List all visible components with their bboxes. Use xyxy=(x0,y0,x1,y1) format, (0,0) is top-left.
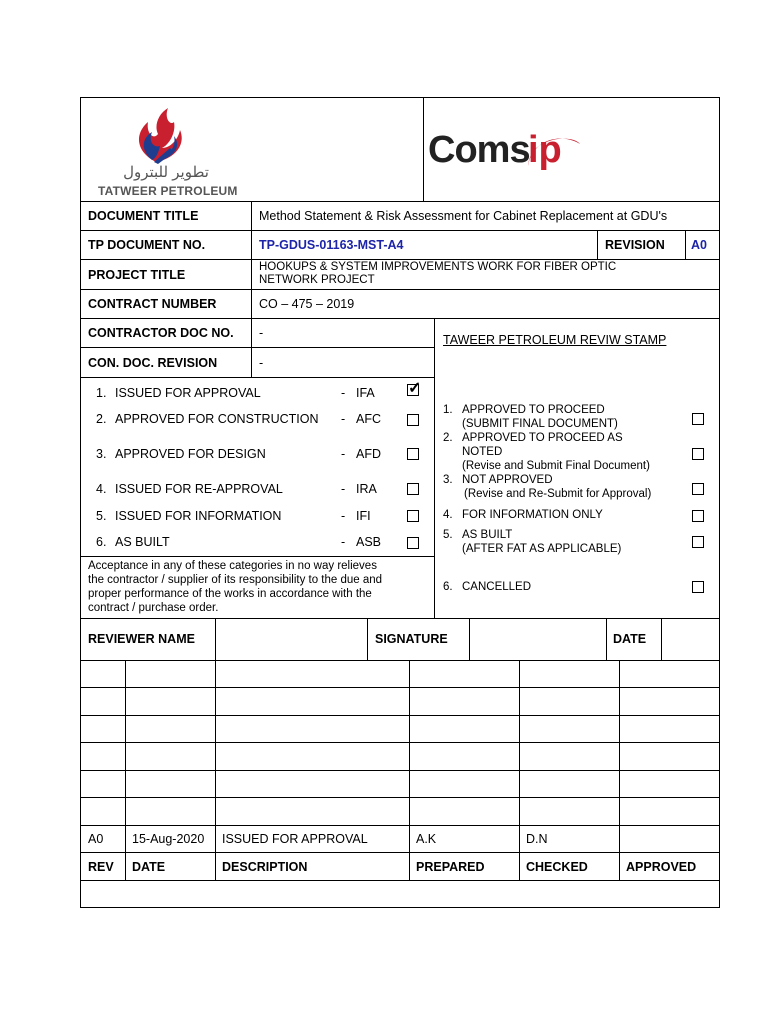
logo-arabic-text: تطوير للبترول xyxy=(123,164,209,181)
review-date-field[interactable] xyxy=(662,619,719,659)
approved-to-proceed-checkbox[interactable] xyxy=(692,413,704,425)
con-doc-revision-value: - xyxy=(259,356,264,370)
logo-company-name: TATWEER PETROLEUM xyxy=(98,184,238,198)
approved-as-noted-checkbox[interactable] xyxy=(692,448,704,460)
stamp-line: (Revise and Submit Final Document) xyxy=(462,460,650,472)
stamp-line: CANCELLED xyxy=(462,581,532,593)
stamp-line: (SUBMIT FINAL DOCUMENT) xyxy=(462,418,618,430)
stamp-line: APPROVED TO PROCEED AS xyxy=(462,432,623,444)
column-header-rev: REV xyxy=(88,860,114,874)
issue-code: IFI xyxy=(356,509,371,523)
disclaimer-line: the contractor / supplier of its responsibility to the due and xyxy=(88,574,383,586)
issue-num: 5. xyxy=(96,509,107,523)
issue-label: ISSUED FOR APPROVAL xyxy=(115,386,261,400)
stamp-num: 2. xyxy=(443,432,453,444)
stamp-num: 1. xyxy=(443,404,453,416)
table-cell: A.K xyxy=(416,832,437,846)
project-title-line1: HOOKUPS & SYSTEM IMPROVEMENTS WORK FOR FIBER OPTIC xyxy=(259,261,617,273)
table-cell: D.N xyxy=(526,832,548,846)
project-title-line2: NETWORK PROJECT xyxy=(259,274,375,286)
issue-dash: - xyxy=(341,535,346,549)
issue-dash: - xyxy=(341,412,346,426)
for-information-checkbox[interactable] xyxy=(692,510,704,522)
document-title-value: Method Statement & Risk Assessment for Cabinet Replacement at GDU's xyxy=(259,209,668,223)
tatweer-logo xyxy=(96,104,236,200)
issue-num: 6. xyxy=(96,535,107,549)
revision-value: A0 xyxy=(691,238,707,252)
stamp-line: APPROVED TO PROCEED xyxy=(462,404,605,416)
stamp-num: 5. xyxy=(443,529,453,541)
checkmark-icon: ✓ xyxy=(408,380,422,397)
as-built-checkbox[interactable] xyxy=(692,536,704,548)
ira-checkbox[interactable] xyxy=(407,483,419,495)
issue-code: AFC xyxy=(356,412,381,426)
stamp-line: (AFTER FAT AS APPLICABLE) xyxy=(462,543,622,555)
issue-label: APPROVED FOR DESIGN xyxy=(115,447,266,461)
issue-label: ISSUED FOR INFORMATION xyxy=(115,509,282,523)
document-title-label: DOCUMENT TITLE xyxy=(88,209,199,223)
afc-checkbox[interactable] xyxy=(407,414,419,426)
header-divider xyxy=(423,97,424,201)
contractor-doc-no-label: CONTRACTOR DOC NO. xyxy=(88,326,234,340)
table-cell: ISSUED FOR APPROVAL xyxy=(222,832,368,846)
column-header-date: DATE xyxy=(132,860,166,874)
issue-num: 1. xyxy=(96,386,107,400)
reviewer-name-field[interactable] xyxy=(216,619,366,659)
stamp-line: (Revise and Re-Submit for Approval) xyxy=(464,488,652,500)
stamp-title: TAWEER PETROLEUM REVIW STAMP xyxy=(443,333,667,347)
contractor-doc-no-value: - xyxy=(259,326,264,340)
column-header-prepared: PREPARED xyxy=(416,860,485,874)
stamp-num: 6. xyxy=(443,581,453,593)
logo-text-coms: Coms xyxy=(428,129,530,171)
comsip-logo xyxy=(428,128,598,178)
tp-document-no-label: TP DOCUMENT NO. xyxy=(88,238,206,252)
disclaimer-line: Acceptance in any of these categories in no way relieves xyxy=(88,560,377,572)
stamp-line: AS BUILT xyxy=(462,529,513,541)
stamp-line: NOTED xyxy=(462,446,503,458)
ifa-checkbox[interactable] xyxy=(407,380,422,397)
issue-code: IFA xyxy=(356,386,375,400)
con-doc-revision-label: CON. DOC. REVISION xyxy=(88,356,218,370)
cancelled-checkbox[interactable] xyxy=(692,581,704,593)
issue-code: ASB xyxy=(356,535,382,549)
contract-number-value: CO – 475 – 2019 xyxy=(259,297,355,311)
column-header-approved: APPROVED xyxy=(626,860,697,874)
stamp-line: FOR INFORMATION ONLY xyxy=(462,509,603,521)
signature-field[interactable] xyxy=(470,619,605,659)
issue-dash: - xyxy=(341,509,346,523)
column-header-description: DESCRIPTION xyxy=(222,860,308,874)
asb-checkbox[interactable] xyxy=(407,537,419,549)
issue-num: 4. xyxy=(96,482,107,496)
logo-text-ip: ip xyxy=(528,129,562,171)
signature-label: SIGNATURE xyxy=(375,632,448,646)
issue-label: ISSUED FOR RE-APPROVAL xyxy=(115,482,283,496)
tp-document-no-value: TP-GDUS-01163-MST-A4 xyxy=(259,238,404,252)
not-approved-checkbox[interactable] xyxy=(692,483,704,495)
disclaimer-line: proper performance of the works in accordance with the xyxy=(88,588,372,600)
table-cell: 15-Aug-2020 xyxy=(132,832,205,846)
issue-dash: - xyxy=(341,386,346,400)
issue-dash: - xyxy=(341,482,346,496)
issue-code: AFD xyxy=(356,447,381,461)
afd-checkbox[interactable] xyxy=(407,448,419,460)
issue-label: AS BUILT xyxy=(115,535,170,549)
issue-num: 2. xyxy=(96,412,107,426)
reviewer-name-label: REVIEWER NAME xyxy=(88,632,195,646)
stamp-num: 3. xyxy=(443,474,453,486)
review-date-label: DATE xyxy=(613,632,647,646)
flame-logo-icon xyxy=(96,104,236,166)
revision-label: REVISION xyxy=(605,238,665,252)
contract-number-label: CONTRACT NUMBER xyxy=(88,297,217,311)
project-title-label: PROJECT TITLE xyxy=(88,268,186,282)
swoosh-icon xyxy=(524,130,584,174)
issue-code: IRA xyxy=(356,482,377,496)
disclaimer-line: contract / purchase order. xyxy=(88,602,219,614)
issue-num: 3. xyxy=(96,447,107,461)
table-cell: A0 xyxy=(88,832,104,846)
stamp-line: NOT APPROVED xyxy=(462,474,553,486)
issue-label: APPROVED FOR CONSTRUCTION xyxy=(115,412,319,426)
stamp-num: 4. xyxy=(443,509,453,521)
column-header-checked: CHECKED xyxy=(526,860,588,874)
ifi-checkbox[interactable] xyxy=(407,510,419,522)
issue-dash: - xyxy=(341,447,346,461)
